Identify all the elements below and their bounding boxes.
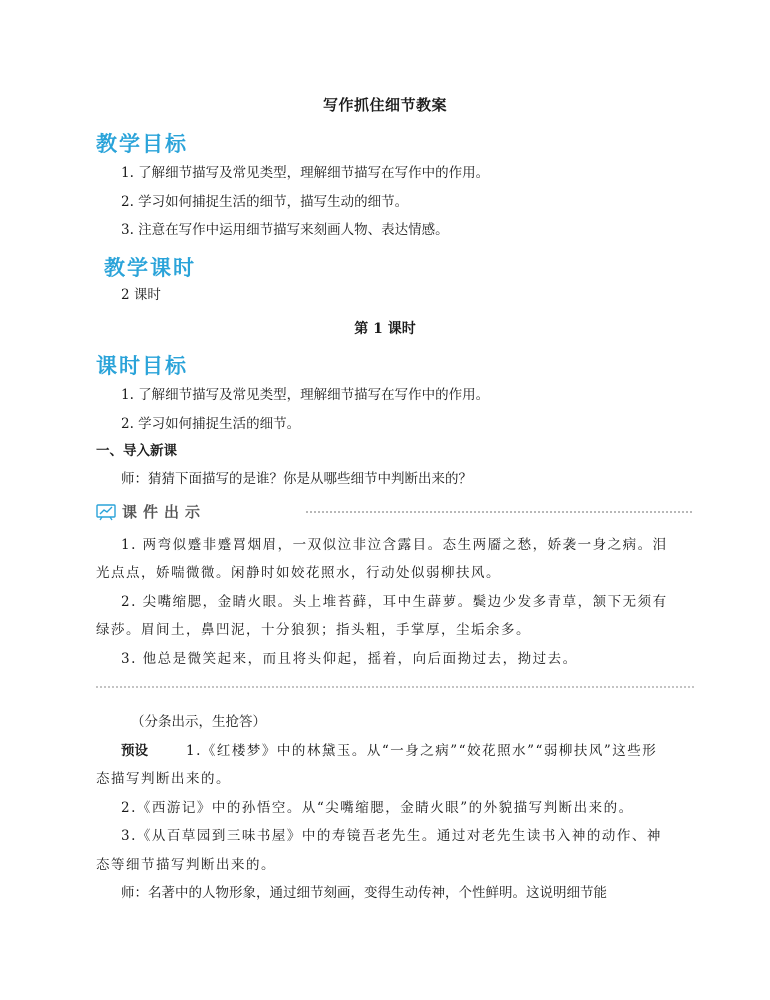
lesson-goal-1: 1. 了解细节描写及常见类型，理解细节描写在写作中的作用。 [121, 387, 490, 403]
answer-line-2: 态描写判断出来的。 [96, 771, 231, 787]
document-title: 写作抓住细节教案 [322, 96, 447, 114]
lesson-goal-2: 2. 学习如何捕捉生活的细节。 [121, 416, 301, 432]
slide-line-4: 绿莎。眉间土，鼻凹泥，十分狼狈；指头粗，手掌厚，尘垢余多。 [96, 622, 531, 638]
section-heading-lesson-goals: 课时目标 [96, 354, 188, 378]
slide-line-2: 光点点，娇喘微微。闲静时如姣花照水，行动处似弱柳扶风。 [96, 565, 501, 581]
slide-divider-bottom [96, 686, 694, 688]
section-heading-teaching-goals: 教学目标 [96, 132, 188, 156]
teaching-goal-1: 1. 了解细节描写及常见类型，理解细节描写在写作中的作用。 [121, 165, 490, 181]
teaching-goal-3: 3. 注意在写作中运用细节描写来刻画人物、表达情感。 [121, 222, 449, 238]
slide-divider-top [306, 511, 692, 513]
intro-prompt: 师：猜猜下面描写的是谁？你是从哪些细节中判断出来的？ [121, 471, 472, 487]
lesson-title: 第 1 课时 [354, 321, 416, 337]
answer-note: （分条出示，生抢答） [131, 714, 266, 730]
answer-line-4: 3.《从百草园到三味书屋》中的寿镜吾老先生。通过对老先生读书入神的动作、神 [121, 828, 662, 844]
slide-label: 课件出示 [122, 503, 207, 521]
answer-line-5: 态等细节描写判断出来的。 [96, 857, 276, 873]
answer-line-1: 1.《红楼梦》中的林黛玉。从“一身之病”“姣花照水”“弱柳扶风”这些形 [186, 743, 658, 759]
closing-remark: 师：名著中的人物形象，通过细节刻画，变得生动传神，个性鲜明。这说明细节能 [121, 885, 607, 901]
teaching-goal-2: 2. 学习如何捕捉生活的细节，描写生动的细节。 [121, 194, 409, 210]
slide-header [96, 500, 694, 524]
teaching-hours-value: 2 课时 [121, 287, 161, 303]
slide-line-1: 1. 两弯似蹙非蹙罥烟眉，一双似泣非泣含露目。态生两靥之愁，娇袭一身之病。泪 [121, 537, 668, 553]
chart-board-icon [96, 503, 116, 521]
intro-heading: 一、导入新课 [96, 443, 177, 459]
slide-line-5: 3. 他总是微笑起来，而且将头仰起，摇着，向后面拗过去，拗过去。 [121, 651, 578, 667]
section-heading-teaching-hours: 教学课时 [104, 256, 196, 280]
answer-line-3: 2.《西游记》中的孙悟空。从“尖嘴缩腮，金睛火眼”的外貌描写判断出来的。 [121, 800, 634, 816]
preset-label: 预设 [121, 743, 148, 759]
slide-line-3: 2. 尖嘴缩腮，金睛火眼。头上堆苔藓，耳中生薜萝。鬓边少发多青草，颔下无须有 [121, 594, 668, 610]
